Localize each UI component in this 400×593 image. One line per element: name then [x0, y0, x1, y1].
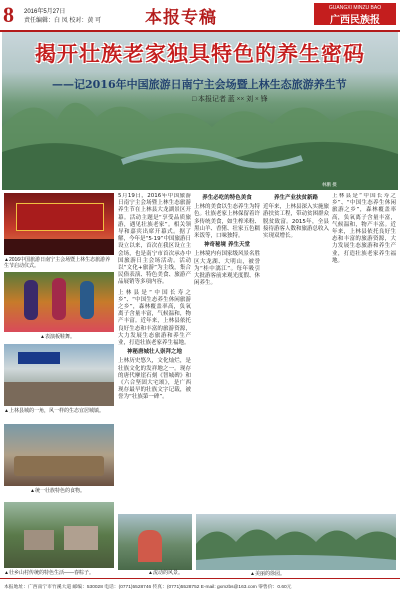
article-column-2 — [194, 193, 260, 511]
masthead — [314, 3, 396, 25]
subhead: 神秘唐城壮人崇拜之地 — [126, 349, 182, 356]
subhead: 神奇秘境 养生天堂 — [204, 242, 250, 249]
subhead: 养生产业扶贫新路 — [273, 195, 318, 201]
caption-opening: ▲2016中国旅游日南宁主会场暨上林生态旅游养生节启动仪式。 — [4, 257, 111, 269]
masthead-english: GUANGXI MINZU BAO — [328, 5, 382, 11]
photo-credit: 林鹏 摄 — [322, 182, 337, 187]
page-footer — [0, 578, 400, 593]
banner-photo — [2, 32, 398, 190]
byline: □ 本报记者 蓝 ×× 刘 × 锋 — [192, 95, 268, 103]
caption-town: ▲上林县城的一角，风一样的生态宜居城镇。 — [4, 408, 104, 414]
paragraph: 上林的美食以生态养生为特色。壮族老家上林保留着许多传统美食，如生榨米粉、黑山羊、香猪、壮家五色糯米饭等，口味独特。 — [194, 204, 260, 240]
paragraph: 上林县是“中国长寿之乡”、“中国生态养生休闲旅游之乡”，森林覆盖率高，负氧离子含量丰富，气候温和，物产丰富。近年来，上林县依托良好生态和丰富的旅游资源，大力发展生态旅游和养生产业，打造壮族老家养生福地。 — [332, 193, 396, 264]
subhead: 养生必吃的特色美食 — [202, 195, 252, 201]
article-column-4 — [332, 193, 396, 511]
paragraph: 上林历史悠久，文化灿烂，是壮族文化的发祥地之一。现存的唐代摩崖石刻《智城碑》和《六合坚固大宅颂》，是广西现存最早的壮族文字记载，被誉为“壮族第一碑”。 — [118, 358, 191, 401]
editor-line: 责任编辑：白 凤 校对：黄 可 — [24, 18, 102, 24]
page-header — [0, 0, 400, 32]
county-town-photo — [4, 344, 114, 406]
footer-publisher: 本报地址：广西南宁市竹溪大道 邮编：530028 电话：(0771)5528746 传真：(0771)5528752 E-mail: gxmzbs@163.com 零售价：0.60元 — [4, 585, 292, 590]
village-life-photo — [4, 502, 114, 568]
caption-food: ▲统一壮族特色的食物。 — [30, 488, 85, 494]
caption-village: ▲壮乡山村传统的特色生活——舂粽子。 — [4, 570, 94, 576]
issue-date: 2016年5月27日 — [24, 9, 66, 15]
article-column-3 — [263, 193, 329, 511]
masthead-chinese: 广西民族报 — [330, 15, 380, 26]
garden-photo — [196, 514, 396, 570]
caption-scenery: ▲流动的风景。 — [148, 570, 183, 576]
food-photo — [4, 424, 114, 486]
paragraph: 5月19日，2016年中国旅游日南宁主会场暨上林生态旅游养生节在上林县大龙湖景区开幕。活动主题是“享受品质旅游，遇见壮族老家”。相关领导和嘉宾出席开幕式。据了解，今年是“5·19”中国旅游日设立以来，首次在我区设立主会场，也是南宁市首次承办中国旅游日主会场活动。活动以“文化+旅游”为主线，集合民俗表演、特色美食、旅游产品展销等多项内容。 — [118, 193, 191, 286]
article-column-1 — [118, 193, 191, 511]
opening-ceremony-photo — [4, 193, 114, 255]
page-number: 8 — [3, 2, 14, 27]
section-title: 本报专稿 — [145, 8, 217, 27]
caption-garden: ▲美丽的徐园。 — [250, 571, 285, 577]
karst-hills-illustration — [196, 514, 396, 570]
paragraph: 近年来，上林县深入实施旅游扶贫工程，带动贫困群众脱贫致富。2015年，全县接待游客人数和旅游总收入实现双增长。 — [263, 204, 329, 240]
dance-performance-photo — [4, 272, 114, 332]
scenery-photo — [118, 514, 192, 570]
paragraph: 上林县是“中国长寿之乡”、“中国生态养生休闲旅游之乡”，森林覆盖率高，负氧离子含量丰富，气候温和，物产丰富。近年来，上林县依托良好生态和丰富的旅游资源，大力发展生态旅游和养生产业，打造壮族老家养生福地。 — [118, 289, 191, 347]
caption-dance: ▲表演板鞋舞。 — [40, 334, 75, 340]
headline: 揭开壮族老家独具特色的养生密码 — [35, 41, 365, 66]
subheadline: ——记2016年中国旅游日南宁主会场暨上林生态旅游养生节 — [52, 78, 347, 91]
paragraph: 上林境内有国家级风景名胜区大龙湖、大明山，被誉为“桂中漓江”。每年吸引大批游客前来观光度假、休闲养生。 — [194, 251, 260, 287]
